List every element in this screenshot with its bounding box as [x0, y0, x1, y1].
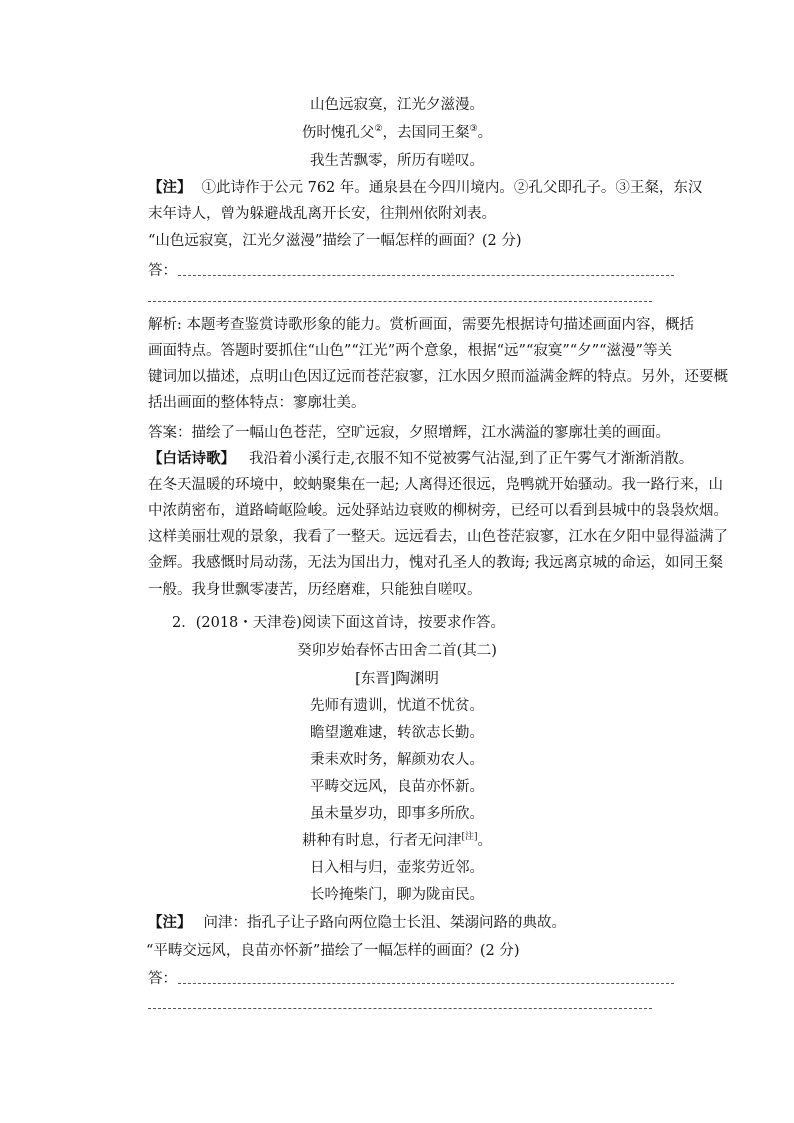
question-1: “山色远寂寞，江光夕滋漫”描绘了一幅怎样的画面？(2 分) [148, 233, 522, 249]
poem2-line-1: 先师有遗训，忧道不忧贫。 [310, 698, 484, 714]
answer-line-1b[interactable] [148, 301, 652, 302]
translation-line-6: 一般。我身世飘零凄苦，历经磨难，只能独自嗟叹。 [148, 582, 482, 598]
note1-line-1: 【注】 ①此诗作于公元 762 年。通泉县在今四川境内。②孔父即孔子。③王粲，东汉 [148, 180, 703, 196]
poem1-line-1: 山色远寂寞，江光夕滋漫。 [310, 97, 484, 113]
poem2-author: [东晋]陶渊明 [355, 671, 439, 687]
note2-line: 【注】 问津：指孔子让子路向两位隐士长沮、桀溺问路的典故。 [148, 915, 566, 931]
analysis-line-4: 括出画面的整体特点：寥廓壮美。 [148, 395, 366, 411]
poem2-line-6: 耕种有时息，行者无问津[注]。 [301, 832, 493, 849]
translation-line-2: 在冬天温暖的环境中，蛟蚋聚集在一起; 人离得还很远，凫鸭就开始骚动。我一路行来，山 [148, 477, 723, 493]
poem2-line-4: 平畴交远风，良苗亦怀新。 [310, 779, 484, 795]
question-2-intro: 2．(2018・天津卷)阅读下面这首诗，按要求作答。 [172, 615, 505, 631]
answer-text-1: 答案：描绘了一幅山色苍茫，空旷远寂，夕照增辉，江水满溢的寥廓壮美的画面。 [148, 425, 670, 441]
poem2-title: 癸卯岁始春怀古田舍二首(其二) [297, 643, 497, 659]
translation-tag: 【白话诗歌】 [148, 451, 235, 467]
question-2: “平畴交远风，良苗亦怀新”描绘了一幅怎样的画面？(2 分) [146, 943, 520, 959]
translation-line-1: 【白话诗歌】 我沿着小溪行走,衣服不知不觉被雾气沾湿,到了正午雾气才渐渐消散。 [148, 451, 694, 467]
note1-line-2: 末年诗人，曾为躲避战乱离开长安，往荆州依附刘表。 [148, 206, 496, 222]
note-tag-2: 【注】 [148, 915, 192, 931]
translation-line-5: 金辉。我感慨时局动荡，无法为国出力，愧对孔圣人的教诲; 我远离京城的命运，如同王粲 [148, 555, 723, 571]
poem2-line-8: 长吟掩柴门，聊为陇亩民。 [310, 887, 484, 903]
answer-line-2b[interactable] [148, 1008, 652, 1009]
poem2-line-5: 虽未量岁功，即事多所欣。 [310, 806, 484, 822]
poem2-line-2: 瞻望邈难逮，转欲志长勤。 [310, 725, 484, 741]
poem2-line-3: 秉耒欢时务，解颜劝农人。 [310, 752, 484, 768]
note-tag: 【注】 [148, 180, 192, 196]
analysis-line-2: 画面特点。答题时要抓住“山色”“江光”两个意象，根据“远”“寂寞”“夕”“滋漫”等关 [148, 343, 672, 359]
answer-label-1: 答： [148, 263, 177, 279]
analysis-line-3: 键词加以描述，点明山色因辽远而苍茫寂寥，江水因夕照而溢满金辉的特点。另外，还要概 [148, 369, 728, 385]
answer-line-2a[interactable] [178, 983, 674, 984]
translation-line-4: 这样美丽壮观的景象，我看了一整天。远远看去，山色苍茫寂寥，江水在夕阳中显得溢满了 [148, 529, 728, 545]
analysis-line-1: 解析: 本题考查鉴赏诗歌形象的能力。赏析画面，需要先根据诗句描述画面内容，概括 [148, 317, 694, 333]
translation-line-3: 中浓荫密布，道路崎岖险峻。远处驿站边衰败的柳树旁，已经可以看到县城中的袅袅炊烟。 [148, 503, 728, 519]
poem1-line-2: 伤时愧孔父②，去国同王粲③。 [301, 124, 493, 141]
answer-line-1a[interactable] [178, 275, 674, 276]
poem2-line-7: 日入相与归，壶浆劳近邻。 [310, 860, 484, 876]
answer-label-2: 答： [148, 971, 177, 987]
poem1-line-3: 我生苦飘零，所历有嗟叹。 [310, 153, 484, 169]
